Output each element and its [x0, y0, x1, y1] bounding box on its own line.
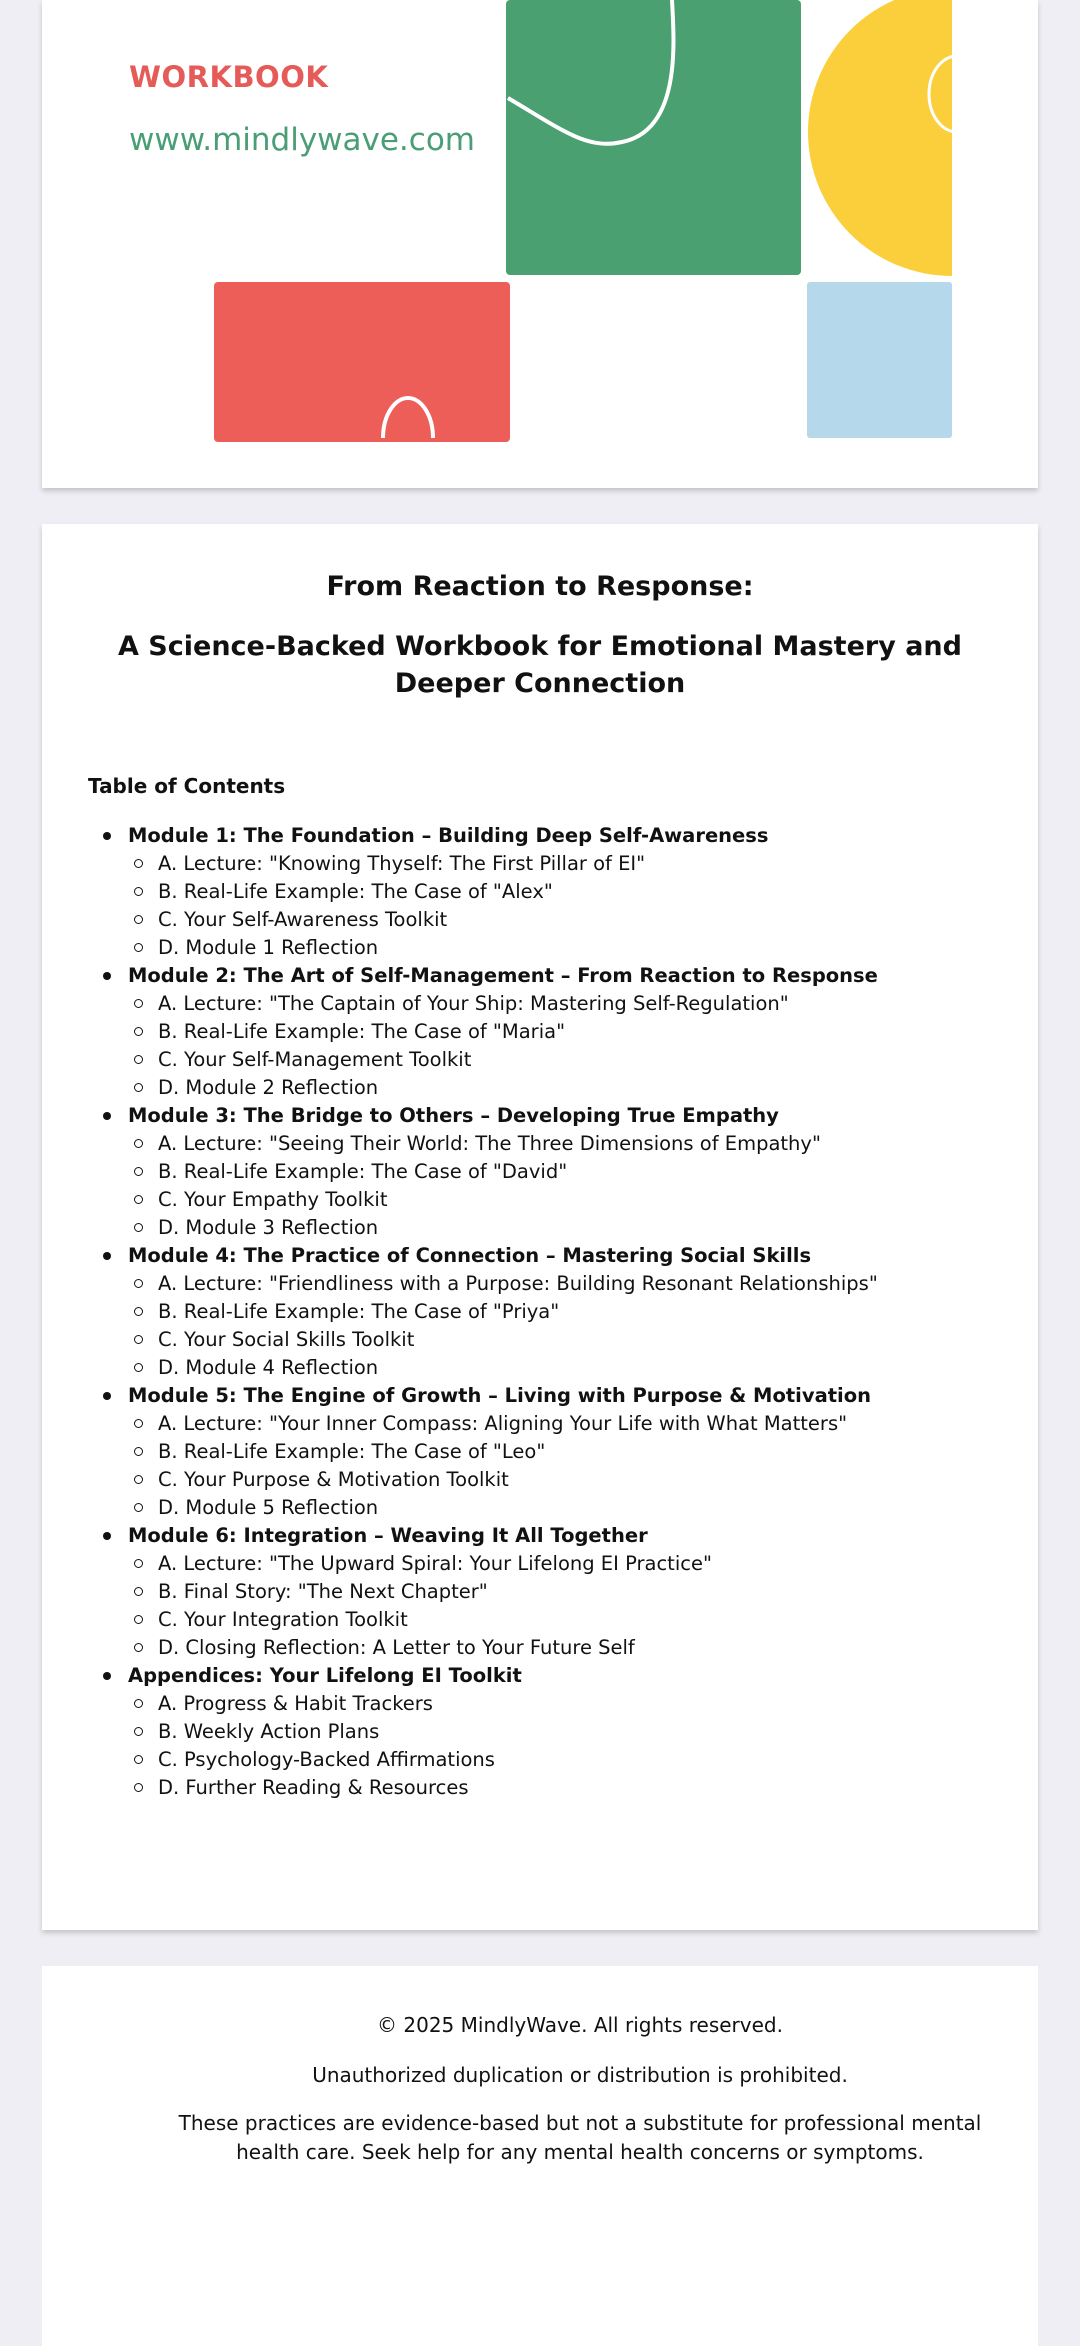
module-item: C. Psychology-Backed Affirmations	[128, 1746, 1008, 1774]
toc-page	[42, 524, 1038, 1930]
document-title: From Reaction to Response:	[326, 571, 754, 602]
module-title: Appendices: Your Lifelong EI Toolkit	[128, 1664, 522, 1687]
module-item: D. Module 4 Reflection	[128, 1354, 1008, 1382]
module-item: C. Your Self-Awareness Toolkit	[128, 906, 1008, 934]
module-title: Module 5: The Engine of Growth – Living with Purpose & Motivation	[128, 1384, 872, 1407]
module-item: D. Closing Reflection: A Letter to Your Future Self	[128, 1634, 1008, 1662]
toc-module	[88, 1662, 1008, 1802]
module-item-list	[128, 1270, 1008, 1382]
module-item: A. Lecture: "Seeing Their World: The Three Dimensions of Empathy"	[128, 1130, 1008, 1158]
footer-page	[42, 1966, 1038, 2346]
toc-module	[88, 1522, 1008, 1662]
toc-module	[88, 1382, 1008, 1522]
module-item-list	[128, 1550, 1008, 1662]
module-item: B. Real-Life Example: The Case of "Leo"	[128, 1438, 1008, 1466]
module-item: D. Module 1 Reflection	[128, 934, 1008, 962]
module-item: D. Module 3 Reflection	[128, 1214, 1008, 1242]
module-item: A. Progress & Habit Trackers	[128, 1690, 1008, 1718]
module-item: A. Lecture: "The Upward Spiral: Your Lifelong EI Practice"	[128, 1550, 1008, 1578]
toc-module	[88, 1102, 1008, 1242]
module-item: C. Your Self-Management Toolkit	[128, 1046, 1008, 1074]
module-title: Module 2: The Art of Self-Management – From Reaction to Response	[128, 964, 878, 987]
module-item: D. Module 2 Reflection	[128, 1074, 1008, 1102]
module-item-list	[128, 1130, 1008, 1242]
module-item-list	[128, 850, 1008, 962]
module-item: B. Real-Life Example: The Case of "David"	[128, 1158, 1008, 1186]
toc-module	[88, 962, 1008, 1102]
module-item: C. Your Social Skills Toolkit	[128, 1326, 1008, 1354]
module-item: A. Lecture: "Knowing Thyself: The First Pillar of EI"	[128, 850, 1008, 878]
document-subtitle: A Science-Backed Workbook for Emotional Mastery and Deeper Connection	[118, 631, 962, 699]
yellow-circle-shape	[808, 0, 1038, 276]
module-item: C. Your Empathy Toolkit	[128, 1186, 1008, 1214]
module-item: D. Module 5 Reflection	[128, 1494, 1008, 1522]
copyright-notice: © 2025 MindlyWave. All rights reserved.	[377, 2013, 783, 2037]
disclaimer-text: These practices are evidence-based but not a substitute for professional mental health care. Seek help for any mental health concerns or symptoms.	[178, 2111, 982, 2164]
module-item: A. Lecture: "Friendliness with a Purpose: Building Resonant Relationships"	[128, 1270, 1008, 1298]
module-item-list	[128, 1690, 1008, 1802]
module-item: C. Your Integration Toolkit	[128, 1606, 1008, 1634]
toc-heading: Table of Contents	[88, 774, 286, 798]
module-item-list	[128, 990, 1008, 1102]
module-item-list	[128, 1410, 1008, 1522]
green-block-shape	[506, 0, 801, 275]
module-item: B. Real-Life Example: The Case of "Priya"	[128, 1298, 1008, 1326]
red-block-shape	[214, 282, 510, 442]
module-item: D. Further Reading & Resources	[128, 1774, 1008, 1802]
module-item: B. Weekly Action Plans	[128, 1718, 1008, 1746]
blue-block-shape	[807, 282, 952, 438]
module-item: B. Real-Life Example: The Case of "Alex"	[128, 878, 1008, 906]
module-item: C. Your Purpose & Motivation Toolkit	[128, 1466, 1008, 1494]
module-title: Module 1: The Foundation – Building Deep Self-Awareness	[128, 824, 769, 847]
toc-module	[88, 822, 1008, 962]
module-title: Module 6: Integration – Weaving It All Together	[128, 1524, 648, 1547]
cover-page	[42, 0, 1038, 488]
module-item: A. Lecture: "Your Inner Compass: Aligning Your Life with What Matters"	[128, 1410, 1008, 1438]
module-title: Module 3: The Bridge to Others – Developing True Empathy	[128, 1104, 779, 1127]
duplication-notice: Unauthorized duplication or distribution is prohibited.	[312, 2063, 848, 2087]
toc-module	[88, 1242, 1008, 1382]
toc-list	[88, 822, 1008, 1802]
website-url: www.mindlywave.com	[129, 122, 475, 158]
module-title: Module 4: The Practice of Connection – Mastering Social Skills	[128, 1244, 812, 1267]
module-item: B. Final Story: "The Next Chapter"	[128, 1578, 1008, 1606]
module-item: B. Real-Life Example: The Case of "Maria"	[128, 1018, 1008, 1046]
module-item: A. Lecture: "The Captain of Your Ship: Mastering Self-Regulation"	[128, 990, 1008, 1018]
workbook-label: WORKBOOK	[129, 60, 329, 94]
